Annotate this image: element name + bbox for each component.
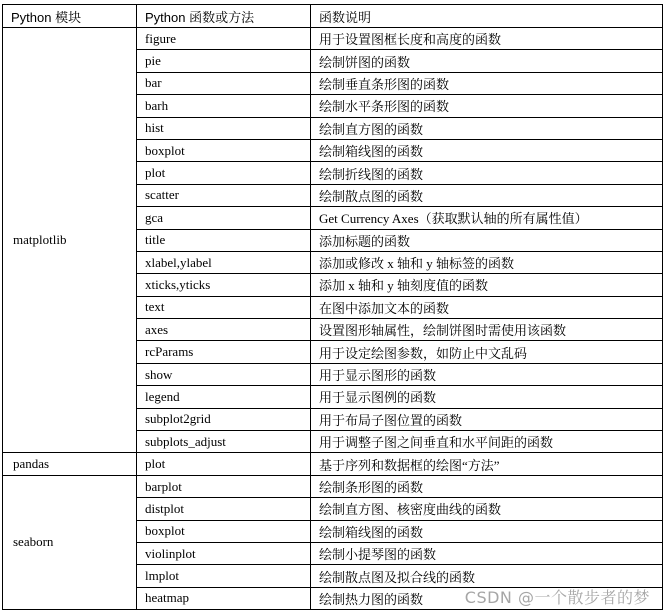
description-cell: 设置图形轴属性，绘制饼图时需使用该函数 [311,319,663,341]
function-cell: pie [137,50,311,72]
header-row [3,5,663,28]
module-cell: seaborn [3,475,137,609]
function-cell: rcParams [137,341,311,363]
function-cell: gca [137,207,311,229]
description-cell: 绘制小提琴图的函数 [311,542,663,564]
function-cell: show [137,363,311,385]
header-module: Python 模块 [3,5,137,28]
description-cell: 在图中添加文本的函数 [311,296,663,318]
header-description: 函数说明 [311,5,663,28]
function-cell: lmplot [137,565,311,587]
module-cell: matplotlib [3,28,137,453]
description-cell: 添加标题的函数 [311,229,663,251]
function-cell: boxplot [137,520,311,542]
function-cell: axes [137,319,311,341]
function-cell: xticks,yticks [137,274,311,296]
table-body [3,28,663,610]
function-cell: text [137,296,311,318]
function-cell: plot [137,162,311,184]
description-cell: 绘制热力图的函数 [311,587,663,609]
function-cell: boxplot [137,139,311,161]
description-cell: 绘制垂直条形图的函数 [311,72,663,94]
description-cell: 用于显示图例的函数 [311,386,663,408]
description-cell: 绘制条形图的函数 [311,475,663,497]
description-cell: 用于设定绘图参数，如防止中文乱码 [311,341,663,363]
function-cell: bar [137,72,311,94]
function-cell: distplot [137,498,311,520]
function-cell: scatter [137,184,311,206]
description-cell: 绘制直方图、核密度曲线的函数 [311,498,663,520]
function-cell: title [137,229,311,251]
module-cell: pandas [3,453,137,475]
function-cell: subplots_adjust [137,431,311,453]
description-cell: 用于显示图形的函数 [311,363,663,385]
function-cell: legend [137,386,311,408]
header-function: Python 函数或方法 [137,5,311,28]
description-cell: 基于序列和数据框的绘图“方法” [311,453,663,475]
description-cell: 绘制散点图及拟合线的函数 [311,565,663,587]
description-cell: 添加 x 轴和 y 轴刻度值的函数 [311,274,663,296]
function-cell: barplot [137,475,311,497]
description-cell: 用于调整子图之间垂直和水平间距的函数 [311,431,663,453]
function-cell: figure [137,28,311,50]
function-cell: violinplot [137,542,311,564]
csdn-watermark: CSDN @一个散步者的梦 [464,588,650,607]
description-cell: 绘制箱线图的函数 [311,520,663,542]
description-cell: 用于设置图框长度和高度的函数 [311,28,663,50]
table-row [3,28,663,50]
description-cell: Get Currency Axes（获取默认轴的所有属性值） [311,207,663,229]
description-cell: 绘制折线图的函数 [311,162,663,184]
description-cell: 绘制饼图的函数 [311,50,663,72]
function-cell: plot [137,453,311,475]
function-cell: heatmap [137,587,311,609]
description-cell: 绘制箱线图的函数 [311,139,663,161]
table-row [3,475,663,497]
description-cell: 添加或修改 x 轴和 y 轴标签的函数 [311,251,663,273]
function-cell: hist [137,117,311,139]
description-cell: 用于布局子图位置的函数 [311,408,663,430]
function-cell: xlabel,ylabel [137,251,311,273]
description-cell: 绘制散点图的函数 [311,184,663,206]
function-cell: barh [137,95,311,117]
description-cell: 绘制水平条形图的函数 [311,95,663,117]
functions-table [2,4,663,610]
description-cell: 绘制直方图的函数 [311,117,663,139]
table-row [3,453,663,475]
function-cell: subplot2grid [137,408,311,430]
